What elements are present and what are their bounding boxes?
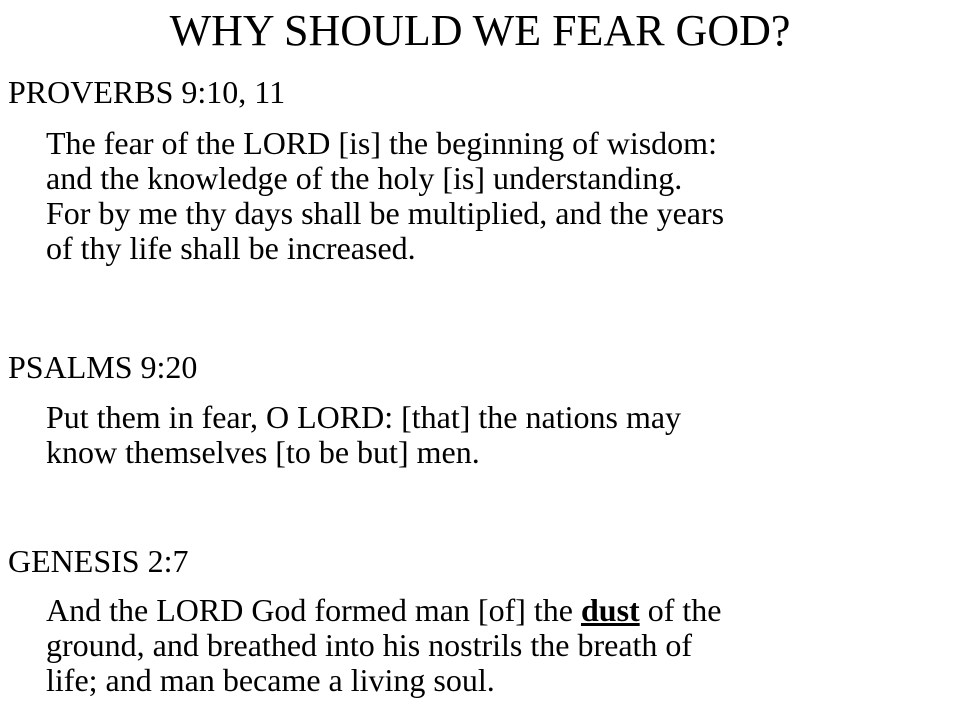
verse-line: Put them in fear, O LORD: [that] the nations may — [46, 399, 682, 435]
verse-line: For by me thy days shall be multiplied, and the years — [46, 195, 725, 231]
verse-line: ground, and breathed into his nostrils the breath of — [46, 627, 693, 663]
verse-line — [46, 593, 952, 628]
scripture-reference-psalms: PSALMS 9:20 — [8, 349, 198, 385]
verse-line: The fear of the LORD [is] the beginning of wisdom: — [46, 125, 717, 161]
verse-segment: And the LORD God formed man [of] the — [46, 592, 581, 628]
verse-line: life; and man became a living soul. — [46, 662, 495, 698]
scripture-reference-genesis: GENESIS 2:7 — [8, 543, 189, 579]
verse-text-psalms — [46, 400, 952, 470]
verse-line: know themselves [to be but] men. — [46, 434, 480, 470]
emphasized-word: dust — [580, 592, 640, 628]
slide-title: WHY SHOULD WE FEAR GOD? — [169, 6, 791, 55]
verse-line: of thy life shall be increased. — [46, 230, 416, 266]
scripture-reference-proverbs: PROVERBS 9:10, 11 — [8, 74, 286, 110]
verse-segment: of the — [639, 592, 722, 628]
verse-text-proverbs — [46, 126, 952, 266]
verse-line: and the knowledge of the holy [is] understanding. — [46, 160, 683, 196]
verse-text-genesis — [46, 593, 952, 698]
